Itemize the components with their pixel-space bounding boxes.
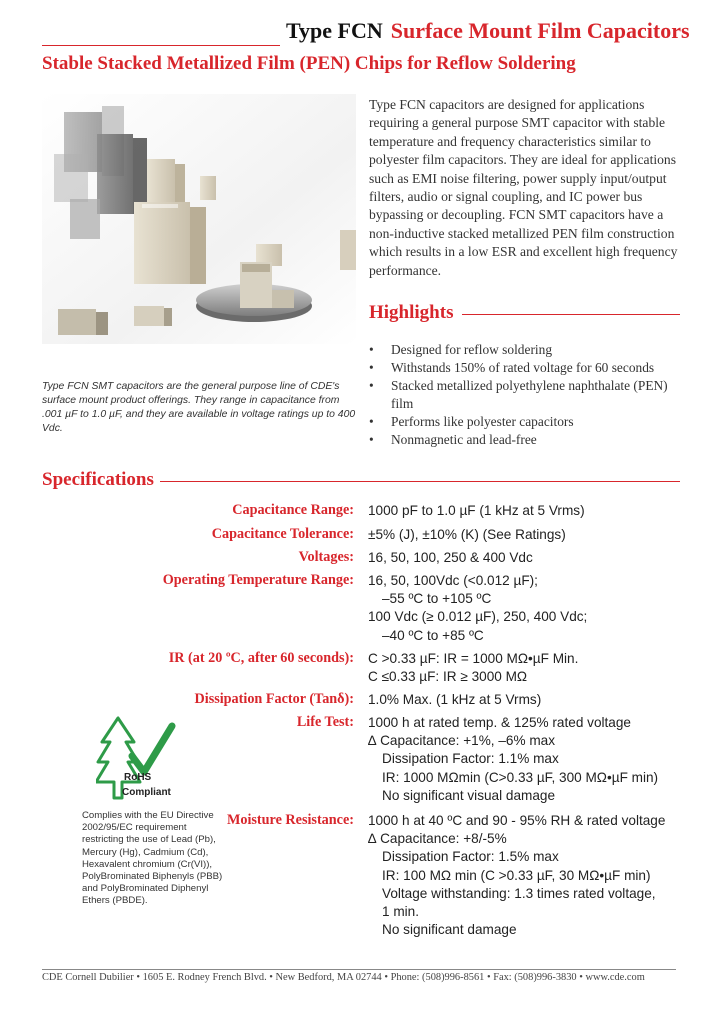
spec-line: No significant visual damage [382,787,556,803]
specifications-rule [160,481,680,482]
list-item: • Stacked metallized polyethylene naphthalate (PEN) film [369,377,689,413]
spec-line: ∆ Capacitance: +8/-5% [368,831,507,847]
list-item: • Performs like polyester capacitors [369,413,689,431]
spec-line: No significant damage [382,922,517,938]
spec-value [368,812,665,939]
highlights-heading: Highlights [369,302,454,323]
spec-label: Moisture Resistance: [226,812,354,828]
spec-line: 1.0% Max. (1 kHz at 5 Vrms) [368,692,542,707]
spec-value [368,650,578,686]
spec-line: 16, 50, 100, 250 & 400 Vdc [368,550,533,565]
list-item: • Designed for reflow soldering [369,341,689,359]
spec-line: ∆ Capacitance: +1%, –6% max [368,733,556,749]
spec-line: –55 ºC to +105 ºC [382,591,492,607]
footer-contact: CDE Cornell Dubilier • 1605 E. Rodney French Blvd. • New Bedford, MA 02744 • Phone: (508)996-8561 • Fax: (508)996-3830 • www.cde.com [42,972,645,983]
spec-line: –40 ºC to +85 ºC [382,627,484,643]
intro-paragraph: Type FCN capacitors are designed for applications requiring a general purpose SMT capacitor with stable temperature and frequency characteristics similar to polyester film capacitors. They are ideal for applications such as EMI noise filtering, power supply input/output filters, audio or signal coupling, and IC power bus bypassing or decoupling. FCN SMT capacitors have a non-inductive stacked metallized PEN film construction which results in a low ESR and excellent high frequency performance. [369,97,678,278]
spec-line: Dissipation Factor: 1.1% max [382,751,559,767]
rohs-tree-check-icon [96,712,186,808]
smt-capacitor-chips-photo [42,94,356,344]
spec-line: C >0.33 µF: IR = 1000 MΩ•µF Min. [368,651,579,666]
spec-value [368,572,587,645]
rohs-note: Complies with the EU Directive 2002/95/EC requirement restricting the use of Lead (Pb), Mercury (Hg), Cadmium (Cd), Hexavalent chromium (Cr(VI)), PolyBrominated Biphenyls (PBB) and PolyBrominated Diphenyl Ethers (PBDE). [82,810,223,907]
spec-line: 1000 pF to 1.0 µF (1 kHz at 5 Vrms) [368,503,585,518]
spec-line: Voltage withstanding: 1.3 times rated voltage, [382,885,656,901]
list-item: • Nonmagnetic and lead-free [369,431,689,449]
product-title: Surface Mount Film Capacitors [390,18,690,43]
spec-value [368,714,658,805]
spec-label: Capacitance Range: [232,502,354,518]
spec-line: ±5% (J), ±10% (K) (See Ratings) [368,527,566,542]
spec-label: Operating Temperature Range: [162,572,354,588]
spec-label: Voltages: [298,549,354,565]
spec-line: C ≤0.33 µF: IR ≥ 3000 MΩ [368,669,528,685]
spec-line: 1 min. [382,904,420,920]
highlights-list [369,341,689,449]
list-item: • Withstands 150% of rated voltage for 60 seconds [369,359,689,377]
spec-line: 1000 h at 40 ºC and 90 - 95% RH & rated voltage [368,813,666,828]
spec-line: IR: 100 MΩ min (C >0.33 µF, 30 MΩ•µF min) [382,867,651,883]
spec-label: IR (at 20 ºC, after 60 seconds): [168,650,354,666]
rohs-badge [96,712,186,808]
spec-label: Dissipation Factor (Tanδ): [194,691,354,707]
spec-label: Capacitance Tolerance: [211,526,354,542]
specifications-heading: Specifications [42,469,154,490]
spec-line: IR: 1000 MΩmin (C>0.33 µF, 300 MΩ•µF min) [382,769,659,785]
photo-caption: Type FCN SMT capacitors are the general purpose line of CDE's surface mount product offerings. They range in capacitance from .001 µF to 1.0 µF, and they are available in voltage ratings up to 400 Vdc. [42,381,356,434]
spec-value [368,502,585,520]
spec-line: 100 Vdc (≥ 0.012 µF), 250, 400 Vdc; [368,609,588,625]
spec-value [368,691,541,709]
product-photo [42,94,356,344]
page-subtitle: Stable Stacked Metallized Film (PEN) Chips for Reflow Soldering [42,53,576,74]
spec-value [368,549,533,567]
title-rule [42,45,280,46]
product-type: Type FCN [286,18,383,43]
highlights-rule [462,314,680,315]
spec-line: Dissipation Factor: 1.5% max [382,849,559,865]
spec-line: 1000 h at rated temp. & 125% rated voltage [368,715,631,730]
spec-line: 16, 50, 100Vdc (<0.012 µF); [368,573,538,588]
rohs-compliant-label: Compliant [122,787,171,798]
footer-rule [42,969,676,970]
spec-value [368,526,566,544]
spec-label: Life Test: [296,714,354,730]
page-title [286,18,690,44]
rohs-label: RoHS [124,772,152,783]
